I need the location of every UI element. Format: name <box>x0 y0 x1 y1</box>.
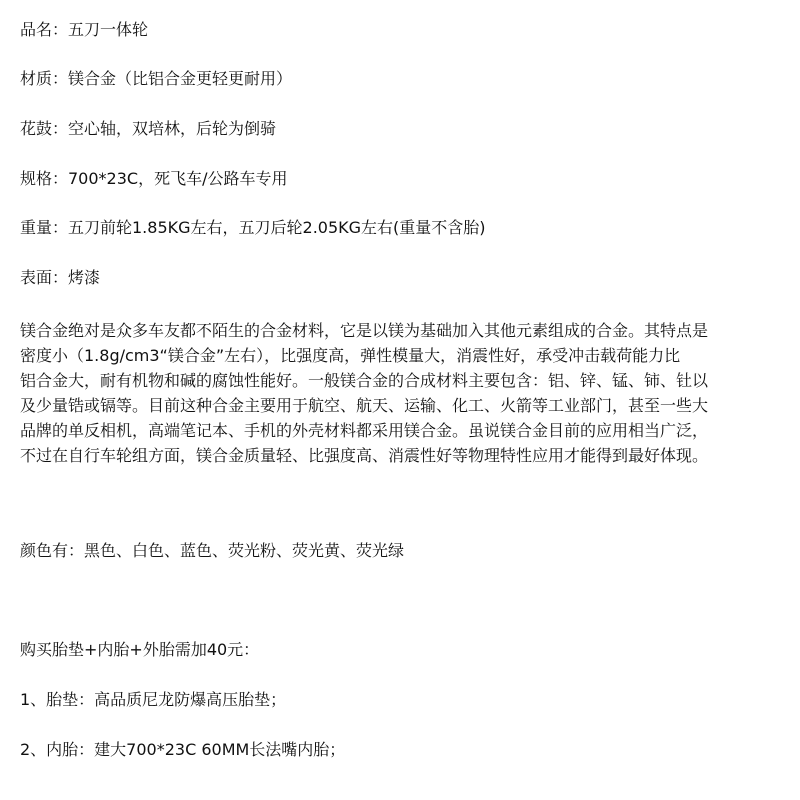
spec-material: 材质：镁合金（比铝合金更轻更耐用） <box>20 69 293 88</box>
description-line: 及少量锆或镉等。目前这种合金主要用于航空、航天、运输、化工、火箭等工业部门，甚至一些大 <box>20 396 709 415</box>
spec-weight: 重量：五刀前轮1.85KG左右，五刀后轮2.05KG左右(重量不含胎) <box>20 218 486 237</box>
description-line: 不过在自行车轮组方面，镁合金质量轻、比强度高、消震性好等物理特性应用才能得到最好体现。 <box>20 446 709 465</box>
material-description <box>20 318 708 468</box>
spec-size: 规格：700*23C，死飞车/公路车专用 <box>20 169 288 188</box>
spec-surface: 表面：烤漆 <box>20 268 101 287</box>
description-line: 品牌的单反相机，高端笔记本、手机的外壳材料都采用镁合金。虽说镁合金目前的应用相当广泛， <box>20 421 709 440</box>
description-line: 铝合金大，耐有机物和碱的腐蚀性能好。一般镁合金的合成材料主要包含：铝、锌、锰、铈、钍以 <box>20 371 709 390</box>
tire-offer-item-pad: 1、胎垫：高品质尼龙防爆高压胎垫； <box>20 690 287 709</box>
spec-product-name: 品名：五刀一体轮 <box>20 20 149 39</box>
available-colors: 颜色有：黑色、白色、蓝色、荧光粉、荧光黄、荧光绿 <box>20 541 405 560</box>
tire-offer-heading: 购买胎垫+内胎+外胎需加40元： <box>20 640 260 659</box>
spec-hub: 花鼓：空心轴，双培林，后轮为倒骑 <box>20 119 277 138</box>
description-line: 密度小（1.8g/cm3“镁合金”左右），比强度高，弹性模量大，消震性好，承受冲击载荷能力比 <box>20 346 681 365</box>
tire-offer-item-tube: 2、内胎：建大700*23C 60MM长法嘴内胎； <box>20 740 346 759</box>
description-line: 镁合金绝对是众多车友都不陌生的合金材料，它是以镁为基础加入其他元素组成的合金。其特点是 <box>20 321 709 340</box>
